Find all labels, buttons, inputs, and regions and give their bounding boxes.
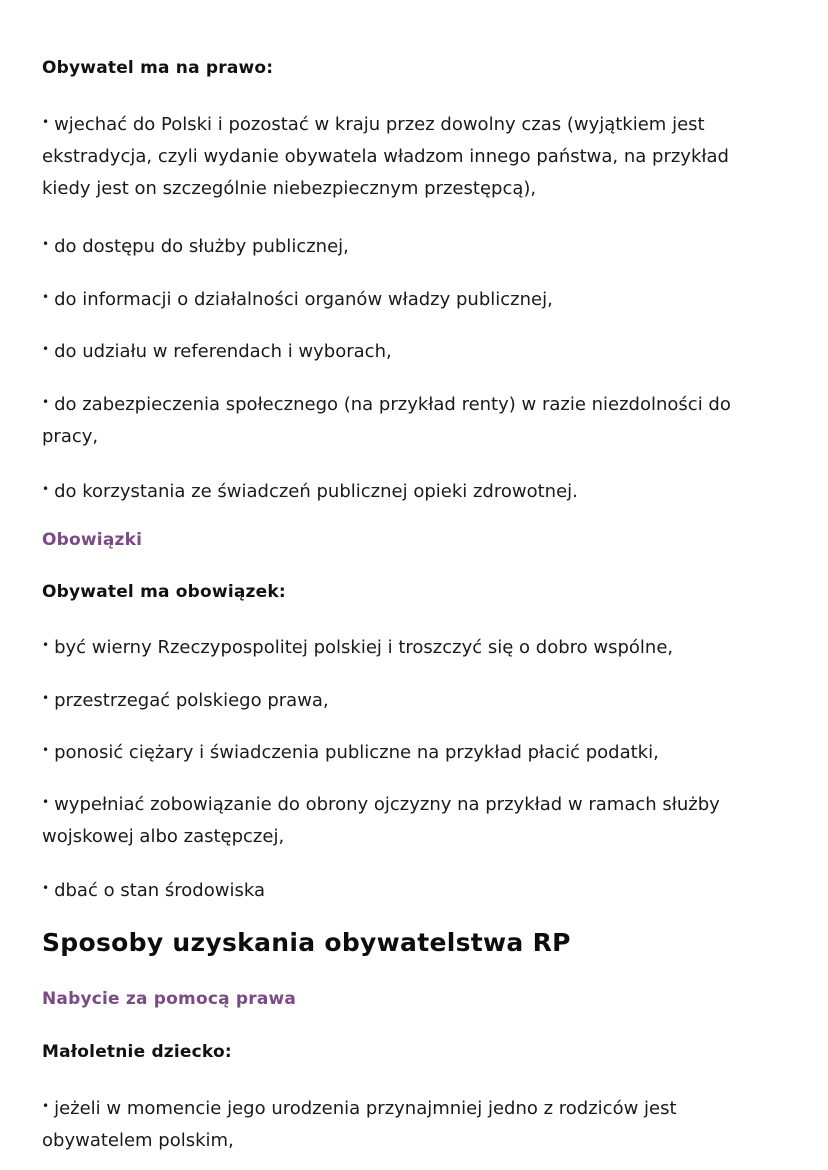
bullet-icon: •	[42, 290, 50, 304]
rights-item-2: • do dostępu do służby publicznej,	[42, 236, 349, 257]
bullet-icon: •	[42, 482, 50, 496]
duties-item-4: • wypełniać zobowiązanie do obrony ojczyzny na przykład w ramach służby wojskowej albo zastępczej,	[42, 794, 720, 847]
bullet-icon: •	[42, 115, 50, 129]
bullet-icon: •	[42, 395, 50, 409]
duties-heading: Obywatel ma obowiązek:	[42, 582, 286, 602]
duties-item-3: • ponosić ciężary i świadczenia publiczne na przykład płacić podatki,	[42, 742, 659, 763]
duties-item-1: • być wierny Rzeczypospolitej polskiej i troszczyć się o dobro wspólne,	[42, 637, 674, 658]
bullet-icon: •	[42, 881, 50, 895]
citizenship-subheading: Nabycie za pomocą prawa	[42, 989, 297, 1009]
bullet-icon: •	[42, 743, 50, 757]
rights-item-5: • do zabezpieczenia społecznego (na przykład renty) w razie niezdolności do pracy,	[42, 394, 731, 447]
bullet-icon: •	[42, 1099, 50, 1113]
duties-subheading: Obowiązki	[42, 530, 143, 550]
duties-item-2: • przestrzegać polskiego prawa,	[42, 690, 329, 711]
rights-item-4: • do udziału w referendach i wyborach,	[42, 341, 392, 362]
bullet-icon: •	[42, 691, 50, 705]
rights-item-6: • do korzystania ze świadczeń publicznej opieki zdrowotnej.	[42, 481, 578, 502]
bullet-icon: •	[42, 795, 50, 809]
citizenship-heading: Małoletnie dziecko:	[42, 1042, 232, 1062]
rights-item-3: • do informacji o działalności organów władzy publicznej,	[42, 289, 553, 310]
bullet-icon: •	[42, 237, 50, 251]
rights-heading: Obywatel ma na prawo:	[42, 58, 274, 78]
citizenship-item-1: • jeżeli w momencie jego urodzenia przynajmniej jedno z rodziców jest obywatelem polskim,	[42, 1098, 677, 1151]
citizenship-section-title: Sposoby uzyskania obywatelstwa RP	[42, 928, 571, 957]
bullet-icon: •	[42, 638, 50, 652]
rights-item-1: • wjechać do Polski i pozostać w kraju przez dowolny czas (wyjątkiem jest ekstradycja, czyli wydanie obywatela władzom innego państwa, na przykład kiedy jest on szczególnie niebezpiecznym przestępcą),	[42, 114, 729, 199]
bullet-icon: •	[42, 342, 50, 356]
duties-item-5: • dbać o stan środowiska	[42, 880, 265, 901]
